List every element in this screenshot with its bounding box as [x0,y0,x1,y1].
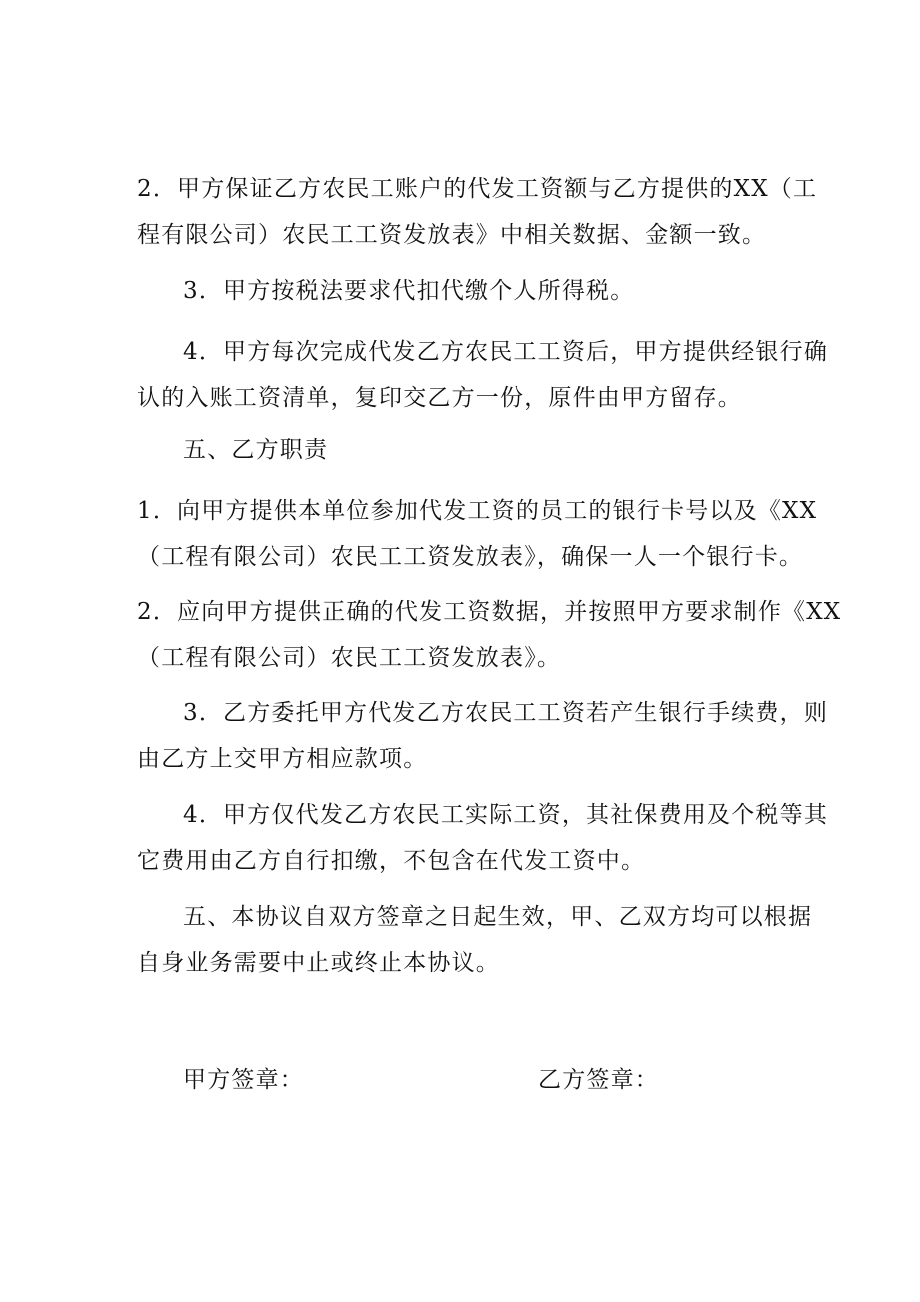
section-heading-5 [137,427,817,473]
party-a-signature-label: 甲方签章： [183,1067,304,1093]
clause-b-2 [137,589,842,681]
final-clause [137,894,817,986]
text-line: （工程有限公司）农民工工资发放表》。 [137,645,562,671]
text-line: （工程有限公司）农民工工资发放表》，确保一人一个银行卡。 [137,544,804,570]
party-b-signature-label: 乙方签章： [538,1067,659,1093]
section-title: 五、乙方职责 [183,437,329,463]
text-line: 程有限公司）农民工工资发放表》中相关数据、金额一致。 [137,222,767,248]
clause-a-3 [137,268,817,314]
text-line: 五、本协议自双方签章之日起生效，甲、乙双方均可以根据 [183,904,813,930]
text-line: 2．应向甲方提供正确的代发工资数据，并按照甲方要求制作《XX [137,599,842,625]
text-line: 4．甲方每次完成代发乙方农民工工资后，甲方提供经银行确 [183,339,829,365]
clause-a-2 [137,166,817,258]
clause-b-3 [137,690,829,782]
clause-b-1 [137,488,817,580]
text-line: 2．甲方保证乙方农民工账户的代发工资额与乙方提供的XX（工 [137,176,818,202]
text-line: 3．乙方委托甲方代发乙方农民工工资若产生银行手续费，则 [183,700,829,726]
clause-b-4 [137,792,829,884]
text-line: 4．甲方仅代发乙方农民工实际工资，其社保费用及个税等其 [183,802,829,828]
text-line: 认的入账工资清单，复印交乙方一份，原件由甲方留存。 [137,385,742,411]
text-line: 由乙方上交甲方相应款项。 [137,746,428,772]
text-line: 它费用由乙方自行扣缴，不包含在代发工资中。 [137,848,646,874]
text-line: 3．甲方按税法要求代扣代缴个人所得税。 [183,278,635,304]
clause-a-4 [137,329,829,421]
text-line: 1．向甲方提供本单位参加代发工资的员工的银行卡号以及《XX [137,498,818,524]
text-line: 自身业务需要中止或终止本协议。 [137,950,500,976]
